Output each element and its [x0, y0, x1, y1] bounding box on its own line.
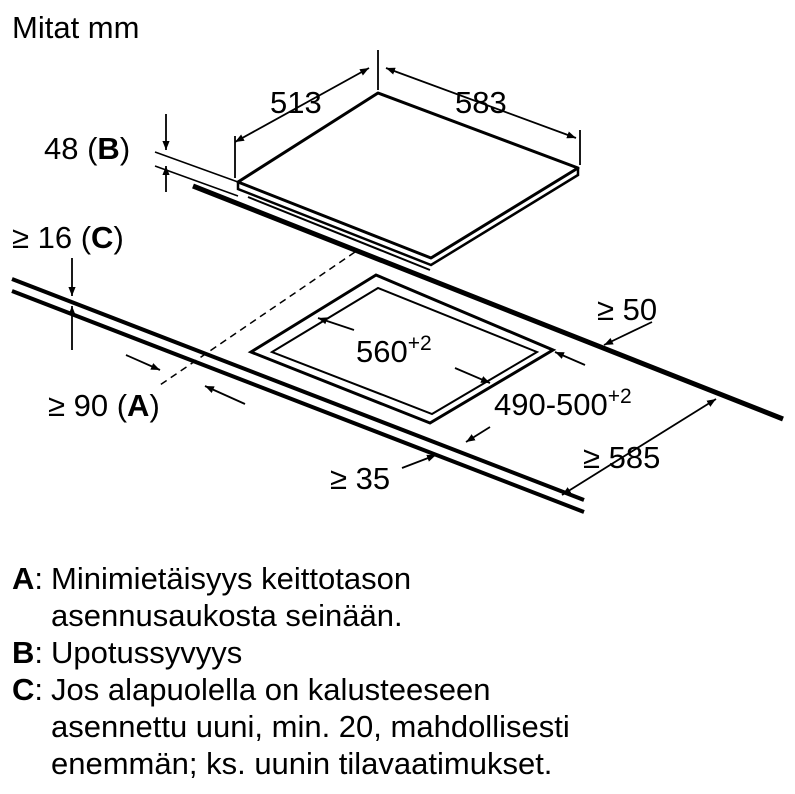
legend-key: C — [12, 672, 35, 707]
legend-text: Jos alapuolella on kalusteeseen asennettu uuni, min. 20, mahdollisesti enemmän; ks. uunin tilavaatimukset. — [51, 672, 570, 781]
worktop-side-guide — [155, 152, 238, 182]
legend-item-b: B : Upotussyvyys — [12, 635, 243, 670]
worktop-side-guide-2 — [155, 166, 238, 196]
legend-text: Upotussyvyys — [51, 635, 243, 670]
dim-560-right — [455, 368, 490, 383]
legend-item-c: C : Jos alapuolella on kalusteeseen asennettu uuni, min. 20, mahdollisesti enemmän; ks. uunin tilavaatimukset. — [12, 672, 570, 781]
label-35: ≥ 35 — [330, 461, 391, 496]
diagram-title: Mitat mm — [12, 10, 140, 45]
legend-item-a: A : Minimietäisyys keittotason asennusaukosta seinään. — [12, 561, 412, 633]
legend-key: B — [12, 635, 35, 670]
label-50: ≥ 50 — [597, 292, 658, 327]
dim-90-right — [205, 386, 245, 404]
legend-key: A — [12, 561, 35, 596]
label-560: $560^{+2}$ — [356, 332, 432, 369]
worktop — [12, 152, 783, 512]
dim-90-left — [126, 355, 160, 370]
label-583: 583 — [455, 85, 507, 120]
dim-560-left — [318, 318, 354, 330]
dim-35-line — [402, 455, 436, 468]
label-16-c: ≥ 16 (C) — [12, 220, 124, 255]
label-48-b: 48 (B) — [44, 131, 131, 166]
label-513: 513 — [270, 85, 322, 120]
dim-490-top — [555, 352, 585, 365]
label-585: ≥ 585 — [583, 440, 661, 475]
legend-text: Minimietäisyys keittotason asennusaukosta seinään. — [51, 561, 412, 633]
label-90-a: ≥ 90 (A) — [48, 388, 160, 423]
legend — [12, 560, 782, 782]
label-490-500: $490-500^{+2}$ — [494, 385, 632, 422]
dimension-labels — [12, 85, 660, 496]
dim-490-bottom — [466, 427, 490, 442]
cooktop-underside-left — [248, 197, 430, 270]
